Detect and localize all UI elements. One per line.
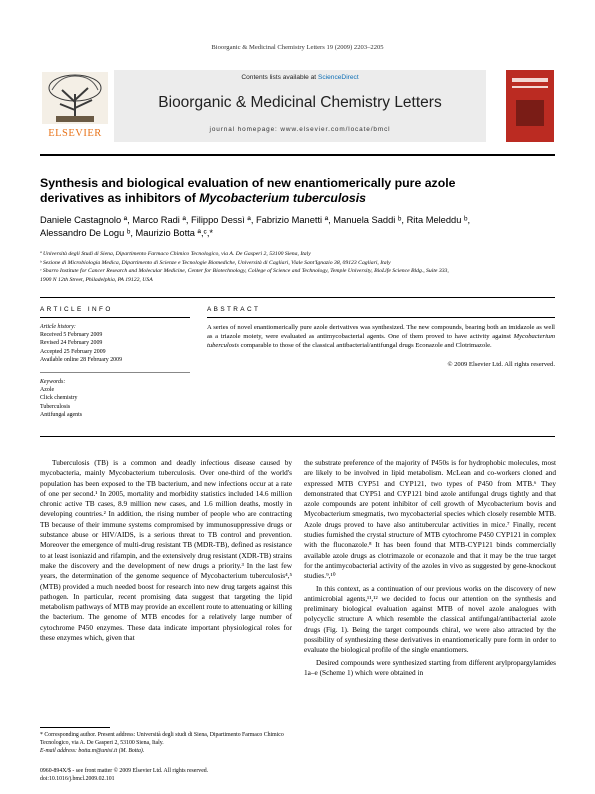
abstract-text: A series of novel enantiomerically pure azole derivatives was synthesized. The new compounds, bearing both an imidazole as well as a triazole moiety, were evaluated as antimycobacterial agents. One of them proved to have activity against Mycobacterium tuberculosis comparable to those of the classical antibacterial/antifungal drugs Econazole and Clotrimazole.: [207, 324, 555, 349]
journal-title: Bioorganic & Medicinal Chemistry Letters: [158, 94, 442, 111]
abstract-copyright: © 2009 Elsevier Ltd. All rights reserved.: [447, 361, 555, 368]
abstract-rule: [207, 317, 555, 318]
body-right-column: [304, 458, 556, 678]
bottom-meta: [40, 767, 340, 783]
footnote-rule: [40, 727, 110, 728]
author-list: [40, 214, 555, 240]
history-accepted: Accepted 25 February 2009: [40, 348, 106, 355]
title-line-1: Synthesis and biological evaluation of new enantiomerically pure azole: [40, 176, 456, 190]
history-revised: Revised 24 February 2009: [40, 340, 103, 347]
body-paragraph: In this context, as a continuation of our previous works on the discovery of new antimicrobial agents,¹¹,¹² we decided to focus our attention on the synthesis and preliminary biological evaluation against MTB of novel azole analogues with polycyclic structure A which resemble the classical antifungal/antibacterial azole drugs (Fig. 1). Being the target compounds chiral, we were also attracted by the possibility of synthesizing these derivatives in enantiomerically pure form in order to evaluate the biological profile of the single enantiomers.: [304, 583, 556, 655]
doi-line[interactable]: doi:10.1016/j.bmcl.2009.02.101: [40, 776, 115, 782]
body-top-rule: [40, 436, 555, 437]
footnote: [40, 731, 290, 755]
running-header: Bioorganic & Medicinal Chemistry Letters 19 (2009) 2203–2205: [211, 44, 384, 51]
title-organism: Mycobacterium tuberculosis: [199, 191, 366, 205]
journal-homepage[interactable]: journal homepage: www.elsevier.com/locate/bmcl: [209, 126, 391, 133]
affiliation-a: ª Università degli Studi di Siena, Dipartimento Farmaco Chimico Tecnologico, via A. De Gasperi 2, 53100 Siena, Italy: [40, 251, 311, 257]
affiliation-c: ᶜ Sbarro Institute for Cancer Research and Molecular Medicine, Center for Biotechnology, College of Science and Technology, Temple University, BioLife Science Bldg., Suite 333,: [40, 268, 449, 274]
article-info-heading: ARTICLE INFO: [40, 306, 113, 313]
journal-banner: [114, 70, 486, 142]
keyword-item: Tuberculosis: [40, 403, 71, 410]
abstract-heading: ABSTRACT: [207, 306, 261, 313]
publisher-name: ELSEVIER: [48, 128, 102, 139]
body-left-column: [40, 458, 292, 643]
header-rule: [40, 154, 555, 156]
info-rule: [40, 317, 190, 318]
keywords-label: Keywords:: [40, 379, 66, 385]
title-line-2: derivatives as inhibitors of Mycobacterium tuberculosis: [40, 191, 366, 205]
history-label: Article history:: [40, 324, 76, 330]
footnote-email[interactable]: E-mail address: botta.m@unisi.it (M. Botta).: [40, 748, 145, 754]
keywords-divider: [40, 372, 190, 373]
journal-header: [40, 70, 555, 156]
keyword-item: Click chemistry: [40, 395, 78, 402]
affiliations: [40, 250, 555, 284]
keyword-item: Azole: [40, 387, 55, 394]
footnote-corresponding: * Corresponding author. Present address: Università degli studi di Siena, Dipartimento Farmaco Chimico Tecnologico, via A. De Gasperi 2, 53100 Siena, Italy.: [40, 732, 284, 746]
affiliation-c-cont: 1900 N 12th Street, Philadelphia, PA 19122, USA: [40, 276, 153, 283]
article-title: [40, 176, 540, 206]
elsevier-logo: [40, 70, 110, 142]
journal-cover-image: [506, 70, 554, 142]
keywords: [40, 378, 190, 419]
keyword-item: Antifungal agents: [40, 411, 83, 418]
authors-line-2[interactable]: Alessandro De Logu ᵇ, Maurizio Botta ª,ᶜ,*: [40, 228, 214, 238]
body-paragraph: Tuberculosis (TB) is a common and deadly infectious disease caused by mycobacteria, mainly Mycobacterium tuberculosis. Over one-third of the world's population has been exposed to the TB bacterium, and new infections occur at a rate of one per second.¹ In 2005, mortality and morbidity statistics included 14.6 million chronic active TB cases, 8.9 million new cases, and 1.6 million deaths, mostly in developing countries.² In addition, the rising number of people who are contracting TB because of their immune systems compromised by immunosuppressive drugs or substance abuse or HIV/AIDS, is a serious threat to TB control and prevention. Moreover the emergence of multi-drug resistant TB (MDR-TB), defined as resistance to at least isoniazid and rifampin, and the extensively drug resistant (XDR-TB) strains make the discovery and the development of new drugs a priority.³ In the last few years, the determination of the genome sequence of Mycobacterium tuberculosis⁴,⁵ (MTB) provided a much needed boost for research into new drug targets against this pathogen. In particular, recent promising data suggest that targeting the lipid metabolism pathways of MTB may provide an excellent route to attenuating or killing the bacterium. The genome of MTB encodes for a relatively large number of cytochrome P450 enzymes. These data indicate important physiological roles for these enzymes which, given that: [40, 458, 292, 643]
contents-line: [114, 74, 486, 81]
body-paragraph: Desired compounds were synthesized starting from different arylpropargylamides 1a–e (Scheme 1) which were obtained in: [304, 657, 556, 677]
affiliation-b: ᵇ Sezione di Microbiologia Medica, Dipartimento di Scienze e Tecnologie Biomediche, Università di Cagliari, Viale Sant'Ignazio 38, 09123 Cagliari, Italy: [40, 259, 391, 266]
contents-prefix: Contents lists available at: [241, 74, 317, 81]
history-online: Available online 28 February 2009: [40, 356, 123, 363]
article-history: [40, 323, 190, 364]
body-paragraph: the substrate preference of the majority of P450s is for hydrophobic molecules, most are likely to be involved in lipid metabolism. McLean and co-workers cloned and expressed MTB CYP51 and CYP121, two types of P450 from MTB.⁶ They demonstrated that CYP51 and CYP121 bind azole antifungal drugs tightly and that azole compounds are potent inhibitor of cell growth of Mycobacterium bovis and Mycobacterium smegmatis, two mycobacterial species which closely resemble MTB. Azole drugs proved to have also antitubercular activities in mice.⁷ Finally, recent studies furnished the crystal structure of MTB cytochrome P450 CYP121 in complex with the fluconazole.⁸ It has been found that MTB-CYP121 binds commercially available azole drugs as clotrimazole or econazole and that it may be the true target for the antimycobacterial activity of the azoles in vivo as suggested by gene-knockout studies.⁹,¹⁰: [304, 458, 556, 581]
issn-line: 0960-894X/$ - see front matter © 2009 Elsevier Ltd. All rights reserved.: [40, 768, 209, 774]
sciencedirect-link[interactable]: ScienceDirect: [317, 74, 359, 81]
history-received: Received 5 February 2009: [40, 332, 103, 339]
info-top-rule: [40, 297, 555, 298]
authors-line-1[interactable]: Daniele Castagnolo ª, Marco Radi ª, Filippo Dessì ª, Fabrizio Manetti ª, Manuela Saddi ᵇ, Rita Meleddu ᵇ,: [40, 215, 471, 225]
